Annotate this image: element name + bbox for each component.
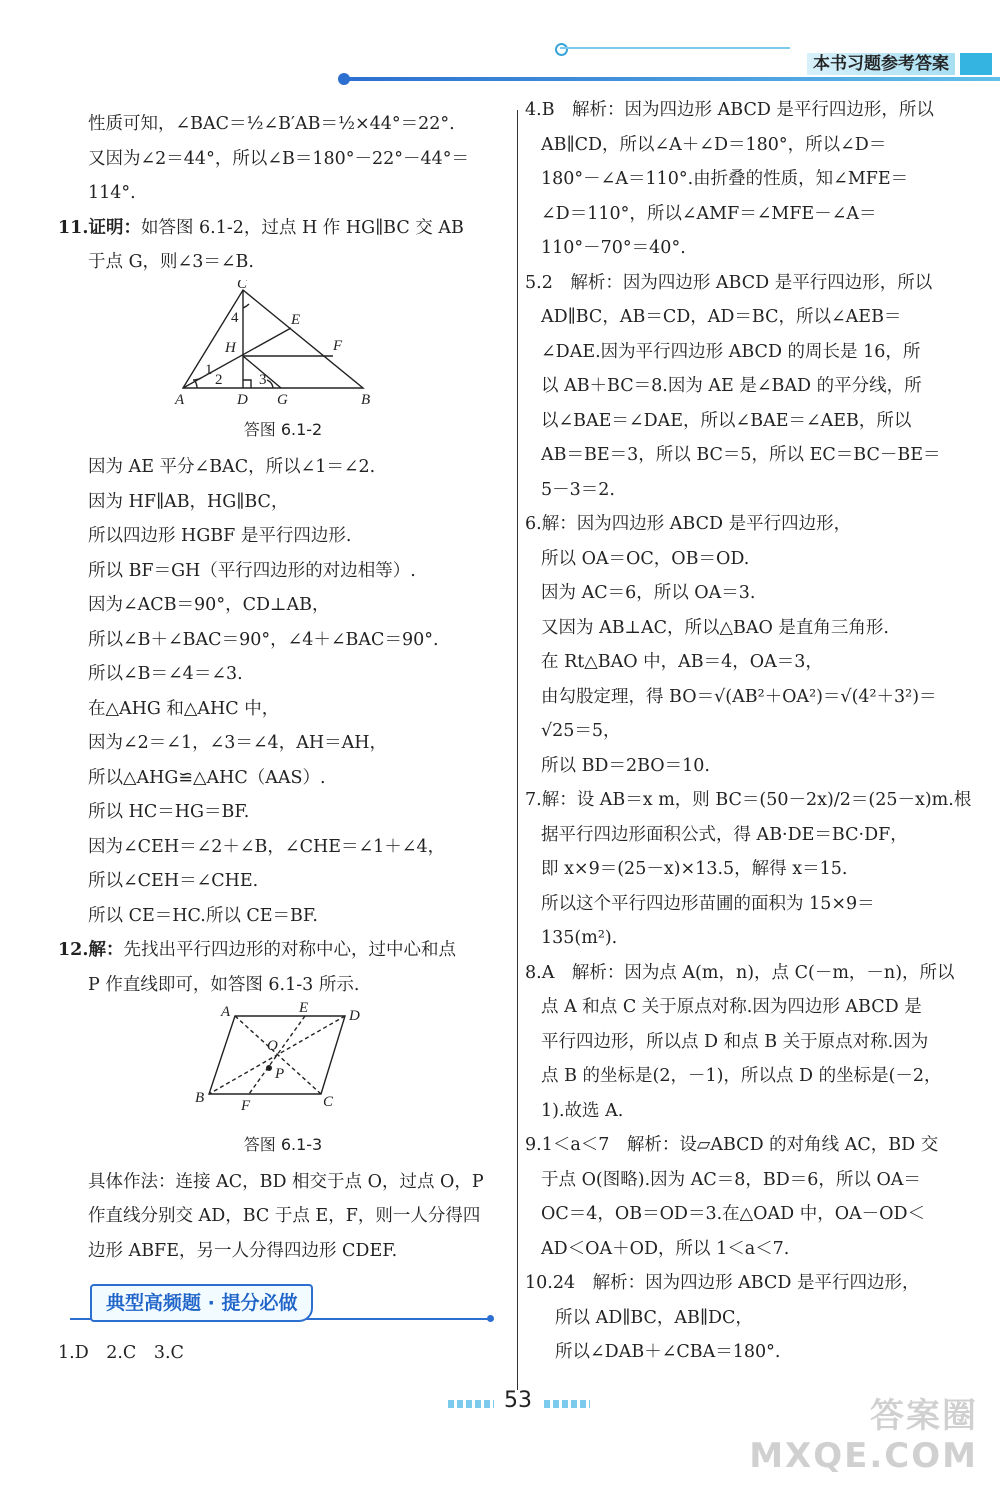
text-line: 因为 AC＝6，所以 OA＝3. <box>541 583 756 603</box>
parallelogram-diagram <box>173 1002 393 1120</box>
problem-11 <box>58 211 508 246</box>
label-3: 3 <box>259 371 267 388</box>
figure-caption: 答图 6.1-2 <box>243 420 323 439</box>
text-line: 具体作法：连接 AC，BD 相交于点 O，过点 O，P <box>88 1171 484 1192</box>
label-e: E <box>299 1002 309 1016</box>
label-e: E <box>291 311 301 328</box>
text-line: AD∥BC，AB＝CD，AD＝BC，所以∠AEB＝ <box>541 307 902 327</box>
text-line: 110°－70°＝40°. <box>541 238 686 258</box>
label-a: A <box>175 391 185 406</box>
text-line: 180°－∠A＝110°.由折叠的性质，知∠MFE＝ <box>541 169 909 189</box>
text-line: 所以 AD∥BC，AB∥DC， <box>555 1307 753 1328</box>
page-footer <box>440 1388 600 1424</box>
text-line: 所以 CE＝HC.所以 CE＝BF. <box>88 905 318 926</box>
label-g: G <box>277 391 288 406</box>
text-line: OC＝4，OB＝OD＝3.在△OAD 中，OA－OD＜ <box>541 1204 926 1224</box>
label-p: P <box>275 1066 285 1082</box>
triangle-diagram <box>163 280 403 406</box>
label-1: 1 <box>205 361 213 378</box>
label-o: O <box>267 1038 278 1054</box>
text-line: 即 x×9＝(25－x)×13.5，解得 x＝15. <box>541 859 848 879</box>
text-line: 以 AB＋BC＝8.因为 AE 是∠BAD 的平分线，所 <box>541 376 922 396</box>
text-line: 7.解：设 AB＝x m，则 BC＝(50－2x)/2＝(25－x)m.根 <box>525 790 972 810</box>
text-line: 据平行四边形面积公式，得 AB·DE＝BC·DF， <box>541 824 908 845</box>
text-line: 点 A 和点 C 关于原点对称.因为四边形 ABCD 是 <box>541 997 922 1017</box>
header-title: 本书习题参考答案 <box>807 53 955 75</box>
label-h: H <box>225 339 236 356</box>
text-line: 所以 OA＝OC，OB＝OD. <box>541 548 750 569</box>
text-line: 平行四边形，所以点 D 和点 B 关于原点对称.因为 <box>541 1031 929 1052</box>
text-line: 所以∠B＋∠BAC＝90°，∠4＋∠BAC＝90°. <box>88 629 439 650</box>
label-d: D <box>349 1008 360 1024</box>
text-line: 在△AHG 和△AHC 中， <box>88 698 280 719</box>
label-f: F <box>241 1098 251 1114</box>
figure-caption: 答图 6.1-3 <box>243 1134 323 1154</box>
text-line: 6.解：因为四边形 ABCD 是平行四边形， <box>525 514 852 534</box>
label-c: C <box>237 279 248 292</box>
text-line: 9.1＜a＜7 解析：设▱ABCD 的对角线 AC，BD 交 <box>525 1135 939 1155</box>
text-line: 如答图 6.1-2，过点 H 作 HG∥BC 交 AB <box>140 217 464 238</box>
text-line: 由勾股定理，得 BO＝√(AB²＋OA²)＝√(4²＋3²)＝ <box>541 686 937 707</box>
label-2: 2 <box>215 371 223 388</box>
text-line: 于点 G，则∠3＝∠B. <box>88 252 254 272</box>
label-f: F <box>333 337 343 354</box>
right-column <box>525 93 970 1370</box>
text-line: 因为∠ACB＝90°，CD⊥AB， <box>88 595 330 615</box>
label-a: A <box>221 1004 231 1020</box>
text-line: 在 Rt△BAO 中，AB＝4，OA＝3， <box>541 652 823 672</box>
text-line: 所以 BF＝GH（平行四边形的对边相等）. <box>88 560 416 581</box>
figure-6-1-3 <box>58 1002 508 1157</box>
text-line: 所以∠DAB＋∠CBA＝180°. <box>555 1342 781 1362</box>
banner-title: 典型高频题 · 提分必做 <box>90 1284 313 1322</box>
problem-12 <box>58 933 508 968</box>
quick-answers: 1.D 2.C 3.C <box>58 1343 184 1363</box>
header-dot-icon <box>338 73 350 85</box>
text-line: 5－3＝2. <box>541 479 615 500</box>
label-c: C <box>323 1094 334 1110</box>
text-line: 又因为∠2＝44°，所以∠B＝180°－22°－44°＝ <box>88 148 470 169</box>
section-banner <box>58 1280 508 1324</box>
text-line: 4.B 解析：因为四边形 ABCD 是平行四边形，所以 <box>525 100 934 120</box>
text-line: 所以 HC＝HG＝BF. <box>88 802 250 822</box>
text-line: 114°. <box>88 183 136 203</box>
left-column <box>58 107 508 1371</box>
column-divider <box>517 110 518 1390</box>
problem-number: 12.解： <box>58 940 124 960</box>
text-line: 因为∠CEH＝∠2＋∠B，∠CHE＝∠1＋∠4， <box>88 836 446 857</box>
label-d: D <box>237 391 248 406</box>
text-line: ∠DAE.因为平行四边形 ABCD 的周长是 16，所 <box>541 341 921 362</box>
text-line: 因为∠2＝∠1，∠3＝∠4，AH＝AH， <box>88 733 387 753</box>
text-line: 所以∠B＝∠4＝∠3. <box>88 664 243 684</box>
text-line: 所以四边形 HGBF 是平行四边形. <box>88 526 352 546</box>
text-line: AB∥CD，所以∠A＋∠D＝180°，所以∠D＝ <box>541 134 887 155</box>
banner-dot-icon <box>487 1315 494 1322</box>
text-line: 5.2 解析：因为四边形 ABCD 是平行四边形，所以 <box>525 272 933 293</box>
problem-number: 11.证明： <box>58 217 141 238</box>
text-line: 因为 HF∥AB，HG∥BC， <box>88 491 289 512</box>
text-line: P 作直线即可，如答图 6.1-3 所示. <box>88 974 360 995</box>
text-line: 所以 BD＝2BO＝10. <box>541 755 710 776</box>
footer-deco-right <box>544 1400 590 1408</box>
label-b: B <box>361 391 371 406</box>
text-line: 135(m²). <box>541 928 618 948</box>
text-line: 所以∠CEH＝∠CHE. <box>88 871 259 891</box>
text-line: 所以这个平行四边形苗圃的面积为 15×9＝ <box>541 893 875 914</box>
text-line: AB＝BE＝3，所以 BC＝5，所以 EC＝BC－BE＝ <box>541 445 941 465</box>
text-line: ∠D＝110°，所以∠AMF＝∠MFE－∠A＝ <box>541 203 877 224</box>
text-line: 以∠BAE＝∠DAE，所以∠BAE＝∠AEB，所以 <box>541 410 912 431</box>
header-circle-icon <box>555 43 568 56</box>
text-line: 因为 AE 平分∠BAC，所以∠1＝∠2. <box>88 457 376 477</box>
footer-deco-left <box>448 1400 494 1408</box>
text-line: 先找出平行四边形的对称中心，过中心和点 <box>123 940 456 960</box>
watermark-logo <box>749 1396 978 1476</box>
watermark-text: 答案圈 <box>870 1396 978 1436</box>
text-line: AD＜OA＋OD，所以 1＜a＜7. <box>541 1238 790 1259</box>
text-line: 于点 O(图略).因为 AC＝8，BD＝6，所以 OA＝ <box>541 1169 921 1190</box>
watermark-url: MXQE.COM <box>749 1436 978 1476</box>
header-thin-rule <box>560 47 790 49</box>
text-line: 所以△AHG≌△AHC（AAS）. <box>88 767 326 788</box>
text-line: 又因为 AB⊥AC，所以△BAO 是直角三角形. <box>541 617 889 638</box>
text-line: 作直线分别交 AD，BC 于点 E，F，则一人分得四 <box>88 1206 481 1226</box>
label-b: B <box>195 1090 205 1106</box>
label-4: 4 <box>231 309 239 326</box>
text-line: 边形 ABFE，另一人分得四边形 CDEF. <box>88 1240 398 1261</box>
text-line: 性质可知，∠BAC＝½∠B′AB＝½×44°＝22°. <box>88 114 455 134</box>
header-rule <box>345 77 1000 81</box>
text-line: 10.24 解析：因为四边形 ABCD 是平行四边形， <box>525 1273 920 1293</box>
text-line: 点 B 的坐标是(2，－1)，所以点 D 的坐标是(－2， <box>541 1066 942 1086</box>
text-line: 8.A 解析：因为点 A(m，n)，点 C(－m，－n)，所以 <box>525 962 955 983</box>
figure-6-1-2 <box>58 280 508 443</box>
text-line: 1).故选 A. <box>541 1100 624 1121</box>
header-color-tab <box>960 53 992 75</box>
text-line: √25＝5， <box>541 721 621 741</box>
page-number: 53 <box>504 1388 532 1413</box>
